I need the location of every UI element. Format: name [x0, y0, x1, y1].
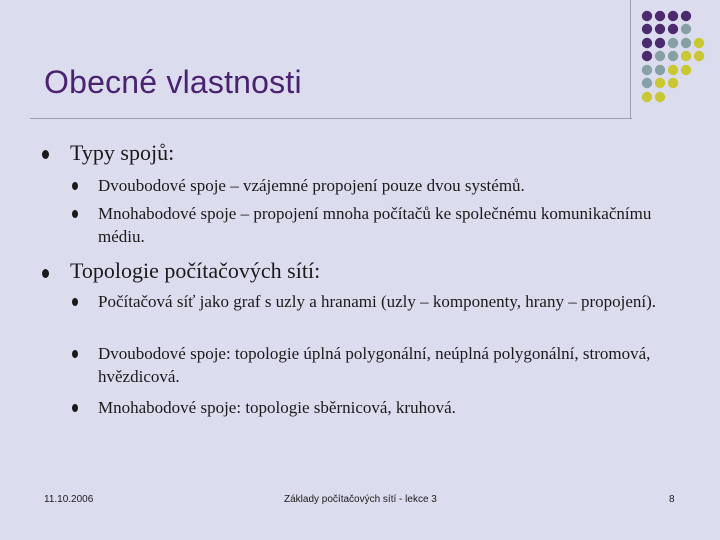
decorative-dot — [694, 38, 704, 48]
sub-bullet-1-1: Dvoubodové spoje – vzájemné propojení pouze dvou systémů. — [98, 176, 525, 195]
decorative-dot — [681, 65, 691, 75]
decorative-dot — [694, 51, 704, 61]
decorative-dot — [655, 65, 665, 75]
footer-title: Základy počítačových sítí - lekce 3 — [284, 494, 437, 505]
bullet-icon — [42, 150, 49, 159]
title-divider-horizontal — [30, 118, 632, 119]
sub-bullet-2-1: Počítačová síť jako graf s uzly a hranami (uzly – komponenty, hrany – propojení). — [98, 292, 657, 311]
decorative-dot — [681, 51, 691, 61]
decorative-dot — [681, 24, 691, 34]
slide-title: Obecné vlastnosti — [44, 64, 302, 100]
sub-bullet-icon — [72, 298, 78, 306]
sub-bullet-icon — [72, 210, 78, 218]
footer-page-number: 8 — [669, 494, 675, 505]
decorative-dot — [642, 38, 652, 48]
decorative-dot — [655, 78, 665, 88]
decorative-dot — [642, 78, 652, 88]
decorative-dot — [642, 11, 652, 21]
sub-bullet-icon — [72, 182, 78, 190]
bullet-heading-2: Topologie počítačových sítí: — [70, 258, 321, 283]
title-divider-vertical — [630, 0, 631, 119]
decorative-dot — [655, 51, 665, 61]
sub-bullet-icon — [72, 350, 78, 358]
decorative-dot — [655, 24, 665, 34]
decorative-dot-grid — [0, 0, 720, 120]
decorative-dot — [681, 38, 691, 48]
sub-bullet-1-2: Mnohabodové spoje – propojení mnoha počítačů ke společnému komunikačnímu médiu. — [98, 204, 652, 246]
decorative-dot — [642, 65, 652, 75]
decorative-dot — [668, 24, 678, 34]
decorative-dot — [642, 92, 652, 102]
decorative-dot — [642, 51, 652, 61]
sub-bullet-2-3: Mnohabodové spoje: topologie sběrnicová, kruhová. — [98, 398, 456, 417]
decorative-dot — [668, 78, 678, 88]
decorative-dot — [668, 38, 678, 48]
decorative-dot — [668, 11, 678, 21]
bullet-icon — [42, 269, 49, 278]
sub-bullet-2-2: Dvoubodové spoje: topologie úplná polygonální, neúplná polygonální, stromová, hvězdicová. — [98, 344, 651, 386]
decorative-dot — [668, 51, 678, 61]
decorative-dot — [655, 92, 665, 102]
decorative-dot — [655, 38, 665, 48]
decorative-dot — [668, 65, 678, 75]
decorative-dot — [681, 11, 691, 21]
decorative-dot — [642, 24, 652, 34]
bullet-heading-1: Typy spojů: — [70, 140, 175, 165]
footer-date: 11.10.2006 — [44, 494, 94, 505]
sub-bullet-icon — [72, 404, 78, 412]
decorative-dot — [655, 11, 665, 21]
